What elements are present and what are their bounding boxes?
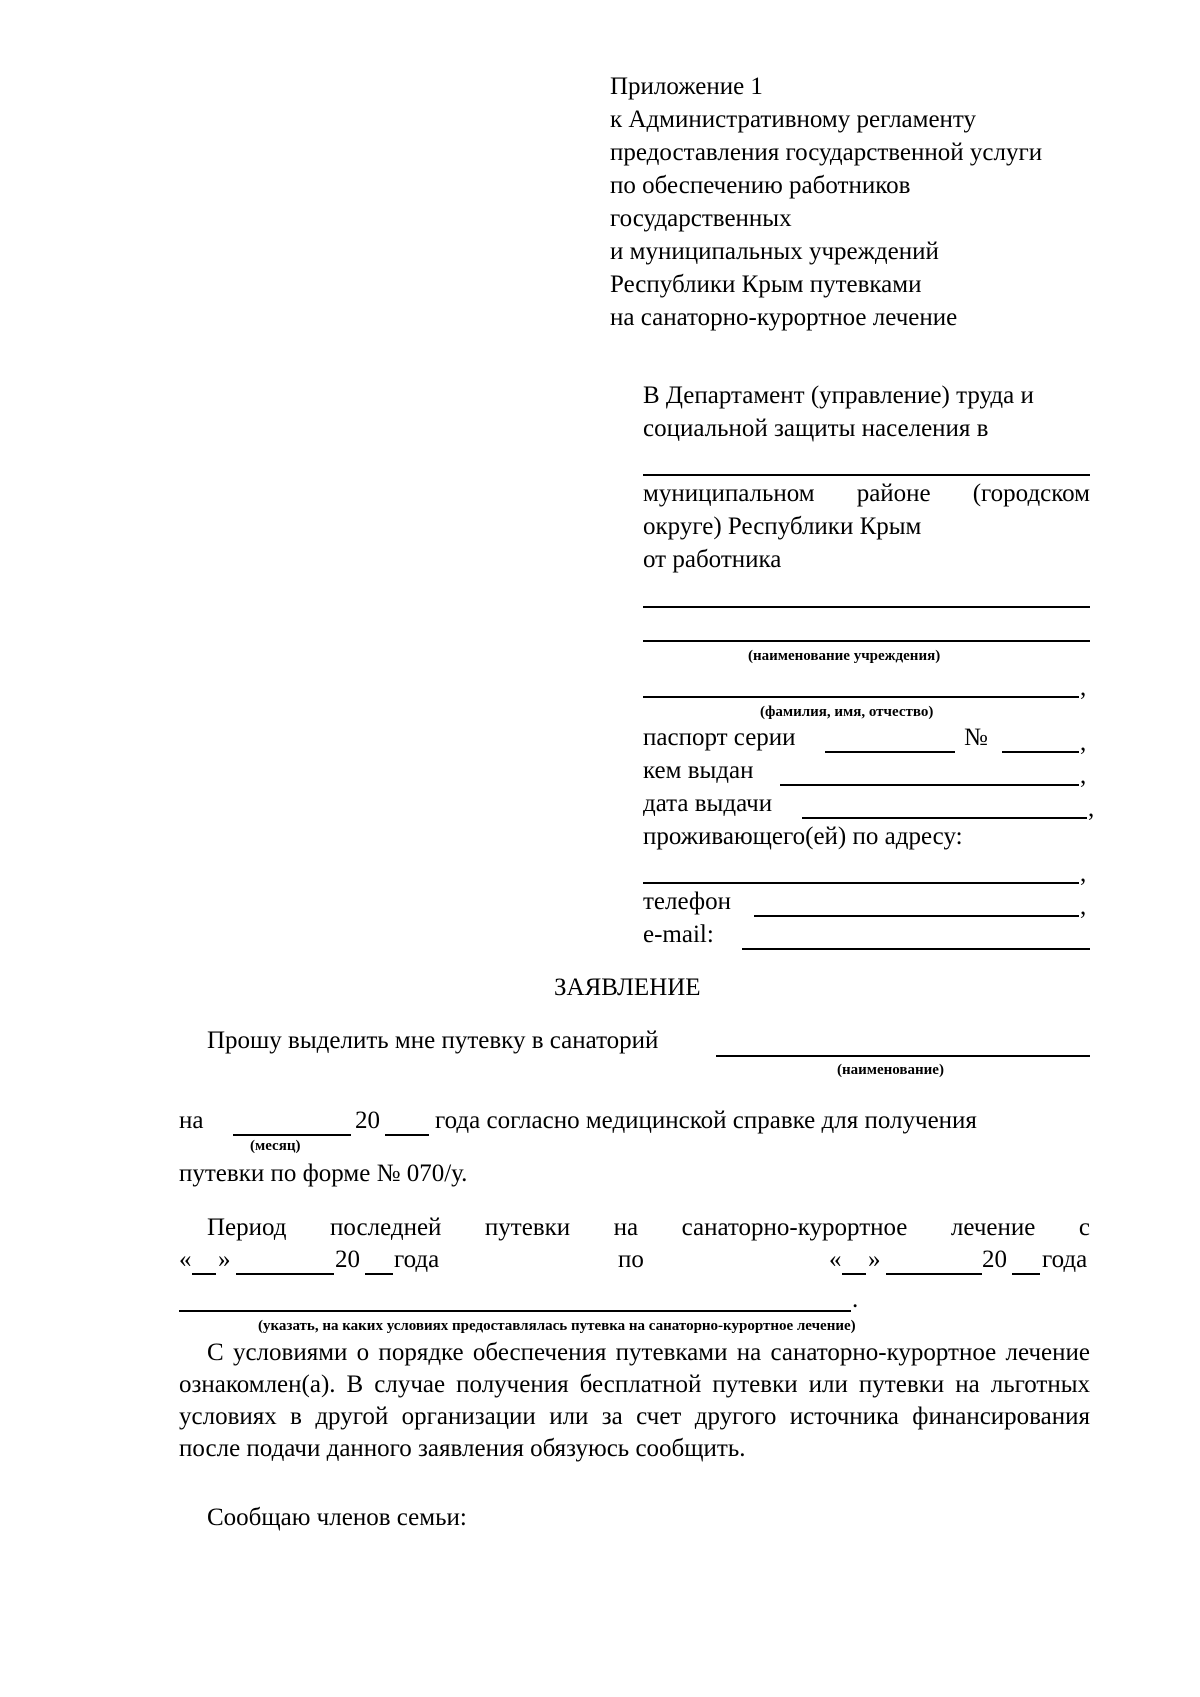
- fio-hint: (фамилия, имя, отчество): [760, 704, 934, 720]
- issued-by-field[interactable]: [780, 784, 1079, 786]
- email-field[interactable]: [742, 948, 1090, 950]
- appendix-line: по обеспечению работников: [610, 172, 911, 199]
- start-year-prefix: 20: [335, 1246, 360, 1273]
- end-year-prefix: 20: [982, 1246, 1007, 1273]
- appendix-line: на санаторно-курортное лечение: [610, 304, 958, 331]
- year-prefix: 20: [355, 1107, 380, 1134]
- address-field[interactable]: [643, 882, 1079, 884]
- appendix-line: и муниципальных учреждений: [610, 238, 939, 265]
- po-text: по: [618, 1246, 644, 1273]
- fio-comma: ,: [1080, 674, 1087, 701]
- period-word: лечение: [950, 1214, 1036, 1241]
- addressee-line: социальной защиты населения в: [643, 415, 989, 442]
- address-label: проживающего(ей) по адресу:: [643, 823, 963, 850]
- open-quote: «: [179, 1246, 192, 1273]
- request-text: Прошу выделить мне путевку в санаторий: [207, 1027, 659, 1054]
- fio-blank-line[interactable]: [643, 696, 1079, 698]
- document-title: ЗАЯВЛЕНИЕ: [554, 974, 701, 1001]
- issued-by-label: кем выдан: [643, 757, 754, 784]
- addressee-line: от работника: [643, 546, 782, 573]
- end-goda: года: [1042, 1246, 1088, 1273]
- period-word: последней: [330, 1214, 442, 1241]
- worker-blank-line[interactable]: [643, 606, 1090, 608]
- passport-series-label: паспорт серии: [643, 724, 796, 751]
- start-month-field[interactable]: [236, 1273, 334, 1275]
- conditions-hint: (указать, на каких условиях предоставлялась путевка на санаторно-курортное лечение): [258, 1318, 856, 1334]
- month-field[interactable]: [233, 1134, 351, 1136]
- period-word: с: [1078, 1214, 1090, 1241]
- district-blank-line[interactable]: [643, 474, 1090, 476]
- appendix-line: государственных: [610, 205, 792, 232]
- conditions-field[interactable]: [179, 1310, 851, 1312]
- start-year-field[interactable]: [365, 1273, 393, 1275]
- passport-comma: ,: [1080, 729, 1087, 756]
- family-text: Сообщаю членов семьи:: [207, 1504, 467, 1531]
- sanatorium-name-hint: (наименование): [837, 1062, 944, 1078]
- close-quote: »: [218, 1246, 231, 1273]
- issued-by-comma: ,: [1080, 762, 1087, 789]
- period-word: санаторно-курортное: [681, 1214, 908, 1241]
- phone-field[interactable]: [754, 915, 1079, 917]
- end-year-field[interactable]: [1012, 1273, 1040, 1275]
- address-comma: ,: [1080, 860, 1087, 887]
- start-day-field[interactable]: [192, 1273, 216, 1275]
- addressee-line: округе) Республики Крым: [643, 513, 922, 540]
- period-word: на: [613, 1214, 639, 1241]
- appendix-line: Республики Крым путевками: [610, 271, 922, 298]
- appendix-line: Приложение 1: [610, 73, 763, 100]
- phone-label: телефон: [643, 888, 731, 915]
- conditions-paragraph: С условиями о порядке обеспечения путевками на санаторно-курортное лечение ознакомлен(а). В случае получения бесплатной путевки или путевки на льготных условиях в другой организации или за счет другого источника финансирования после подачи данного заявления обязуюсь сообщить.: [179, 1339, 1090, 1462]
- start-goda: года: [394, 1246, 440, 1273]
- conditions-dot: .: [852, 1286, 859, 1313]
- institution-hint: (наименование учреждения): [748, 648, 941, 664]
- form-line: путевки по форме № 070/у.: [179, 1160, 468, 1187]
- addressee-line: муниципальном районе (городском: [643, 480, 1090, 507]
- close-quote-end: »: [868, 1246, 881, 1273]
- month-hint: (месяц): [250, 1138, 301, 1154]
- addressee-line: В Департамент (управление) труда и: [643, 382, 1034, 409]
- period-word: Период: [207, 1214, 287, 1241]
- email-label: e-mail:: [643, 921, 714, 948]
- passport-number-field[interactable]: [1002, 751, 1079, 753]
- issue-date-label: дата выдачи: [643, 790, 773, 817]
- passport-no-label: №: [964, 724, 988, 751]
- na-text: на: [179, 1107, 204, 1134]
- period-line: [207, 1212, 1090, 1244]
- year-suffix-text: года согласно медицинской справке для получения: [435, 1107, 977, 1134]
- end-month-field[interactable]: [886, 1273, 982, 1275]
- open-quote-end: «: [829, 1246, 842, 1273]
- issue-date-field[interactable]: [802, 817, 1087, 819]
- period-word: путевки: [484, 1214, 571, 1241]
- year-field[interactable]: [385, 1134, 429, 1136]
- appendix-line: предоставления государственной услуги: [610, 139, 1043, 166]
- end-day-field[interactable]: [842, 1273, 866, 1275]
- sanatorium-name-field[interactable]: [716, 1055, 1090, 1057]
- phone-comma: ,: [1080, 893, 1087, 920]
- issue-date-comma: ,: [1088, 795, 1095, 822]
- passport-series-field[interactable]: [825, 751, 955, 753]
- appendix-line: к Административному регламенту: [610, 106, 977, 133]
- institution-blank-line[interactable]: [643, 640, 1090, 642]
